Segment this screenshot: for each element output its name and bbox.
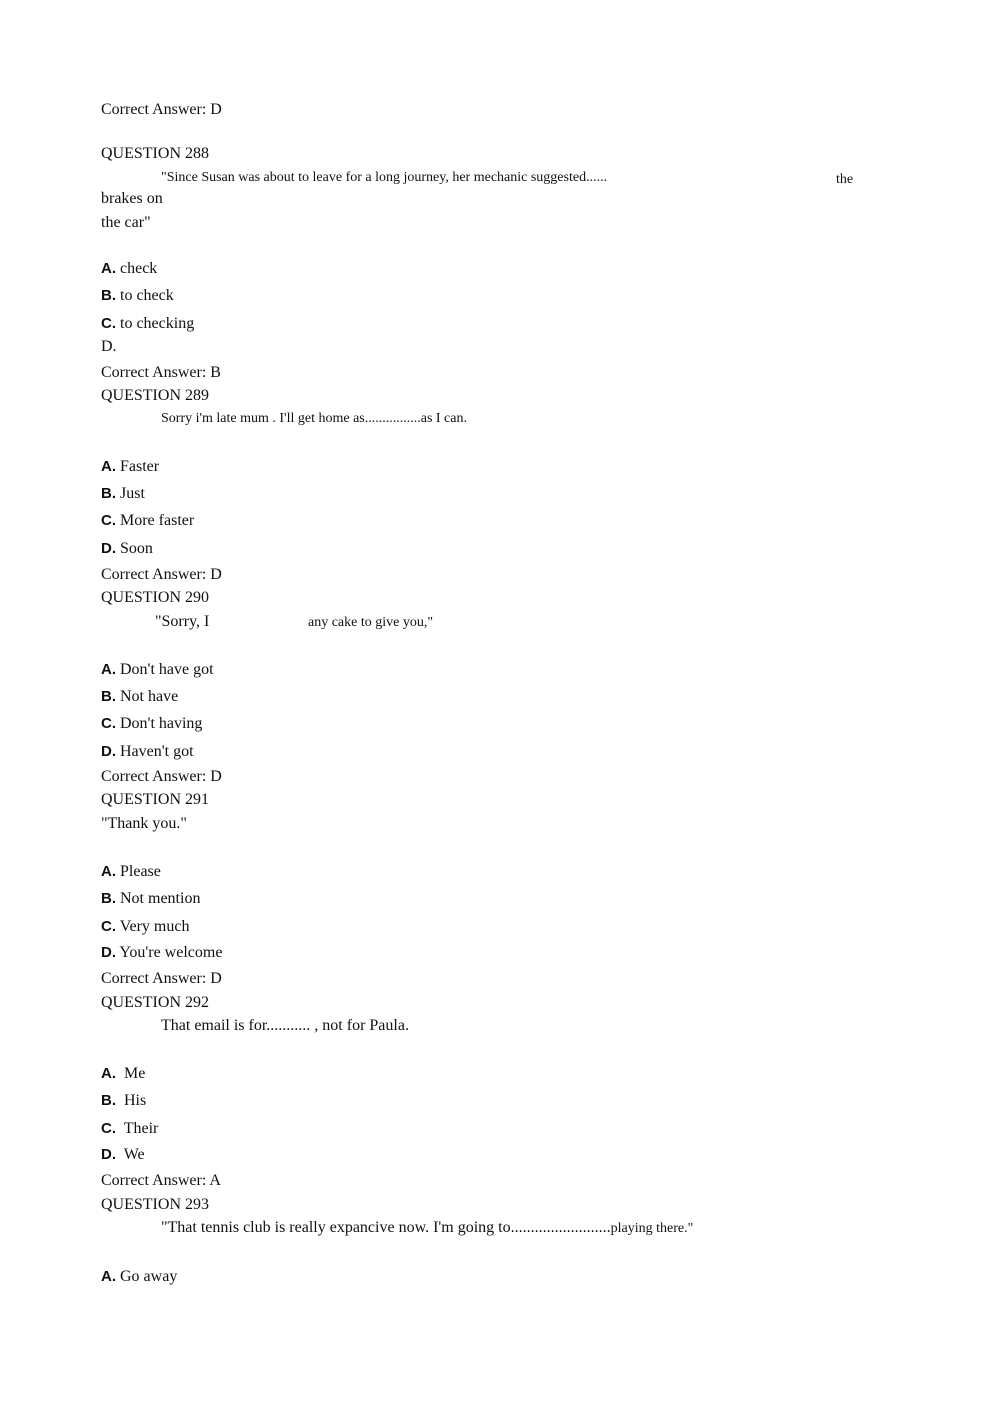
correct-answer: Correct Answer: D — [101, 101, 222, 118]
question-stem: "Since Susan was about to leave for a long journey, her mechanic suggested...... — [161, 170, 608, 185]
option-letter: D. — [101, 540, 116, 557]
option-b[interactable] — [101, 1091, 146, 1111]
question-title: QUESTION 291 — [101, 791, 209, 808]
option-letter: A. — [101, 1065, 116, 1082]
option-text: More faster — [120, 512, 195, 529]
option-d[interactable] — [101, 742, 194, 762]
question-stem: Sorry i'm late mum . I'll get home as................as I can. — [161, 411, 467, 426]
question-title: QUESTION 288 — [101, 145, 209, 162]
option-c[interactable] — [101, 1119, 158, 1139]
option-letter: A. — [101, 661, 116, 678]
question-stem-line: the car" — [101, 214, 151, 231]
option-c[interactable] — [101, 511, 194, 531]
option-text: Faster — [120, 458, 160, 475]
option-letter: C. — [101, 715, 116, 732]
option-a[interactable] — [101, 1064, 145, 1084]
option-text: Very much — [119, 918, 190, 935]
option-c[interactable] — [101, 714, 202, 734]
option-d[interactable] — [101, 1145, 145, 1165]
correct-answer: Correct Answer: B — [101, 364, 221, 381]
option-text: to checking — [120, 315, 195, 332]
correct-answer: Correct Answer: A — [101, 1172, 221, 1189]
option-text: check — [120, 260, 158, 277]
option-letter: A. — [101, 1268, 116, 1285]
correct-answer: Correct Answer: D — [101, 970, 222, 987]
option-letter: B. — [101, 890, 116, 907]
option-a[interactable] — [101, 862, 161, 882]
option-letter: D. — [101, 1146, 116, 1163]
option-text: Don't having — [120, 715, 203, 732]
option-d[interactable] — [101, 943, 222, 963]
option-b[interactable] — [101, 286, 174, 306]
option-b[interactable] — [101, 889, 200, 909]
question-stem: That email is for........... , not for Paula. — [161, 1017, 409, 1034]
option-c[interactable] — [101, 314, 194, 334]
option-text: Don't have got — [120, 661, 214, 678]
option-text: Me — [124, 1065, 146, 1082]
option-a[interactable] — [101, 259, 157, 279]
option-a[interactable] — [101, 660, 214, 680]
option-text: Soon — [120, 540, 153, 557]
question-stem — [161, 1218, 693, 1239]
question-stem-continued: the — [836, 172, 854, 187]
question-title: QUESTION 292 — [101, 994, 209, 1011]
question-stem: "Thank you." — [101, 815, 187, 832]
option-text: Just — [120, 485, 145, 502]
option-letter: C. — [101, 315, 116, 332]
question-stem-continued: any cake to give you," — [308, 615, 434, 630]
option-letter: B. — [101, 1092, 116, 1109]
option-text: Haven't got — [120, 743, 194, 760]
option-letter: C. — [101, 512, 116, 529]
option-letter: A. — [101, 458, 116, 475]
option-d[interactable] — [101, 337, 117, 357]
option-text: We — [123, 1146, 145, 1163]
option-text: You're welcome — [119, 944, 223, 961]
option-text: Their — [123, 1120, 159, 1137]
option-letter: B. — [101, 688, 116, 705]
option-text: Not mention — [120, 890, 201, 907]
question-title: QUESTION 293 — [101, 1196, 209, 1213]
option-text: Please — [120, 863, 161, 880]
option-c[interactable] — [101, 917, 189, 937]
option-letter: B. — [101, 485, 116, 502]
option-letter: D. — [101, 743, 116, 760]
question-title: QUESTION 290 — [101, 589, 209, 606]
option-a[interactable] — [101, 1267, 177, 1287]
correct-answer: Correct Answer: D — [101, 768, 222, 785]
option-text: to check — [120, 287, 174, 304]
option-text: Not have — [120, 688, 179, 705]
option-text: Go away — [120, 1268, 178, 1285]
option-letter: C. — [101, 918, 116, 935]
option-letter: A. — [101, 260, 116, 277]
option-letter: D. — [101, 338, 117, 355]
question-stem-line: brakes on — [101, 190, 163, 207]
question-stem-part: playing there." — [610, 1221, 694, 1236]
question-title: QUESTION 289 — [101, 387, 209, 404]
option-letter: D. — [101, 944, 116, 961]
option-text: His — [124, 1092, 147, 1109]
option-b[interactable] — [101, 687, 178, 707]
question-stem-part: "That tennis club is really expancive now. I'm going to......................... — [161, 1219, 611, 1236]
option-b[interactable] — [101, 484, 145, 504]
option-letter: B. — [101, 287, 116, 304]
question-stem: "Sorry, I — [155, 613, 210, 630]
option-letter: C. — [101, 1120, 116, 1137]
option-letter: A. — [101, 863, 116, 880]
option-d[interactable] — [101, 539, 153, 559]
option-a[interactable] — [101, 457, 159, 477]
correct-answer: Correct Answer: D — [101, 566, 222, 583]
